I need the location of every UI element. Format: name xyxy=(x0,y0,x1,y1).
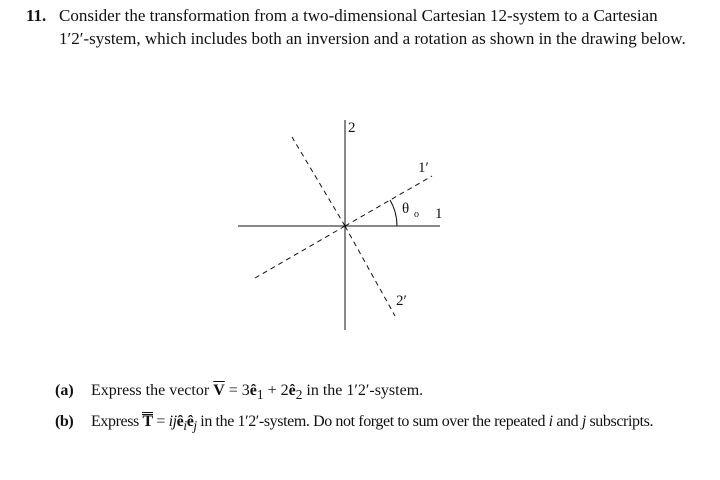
part-b-post2: subscripts. xyxy=(585,413,654,431)
subscript-j: j xyxy=(193,418,197,434)
index-j: j xyxy=(581,413,586,431)
part-a-eq: = 3 xyxy=(224,382,250,399)
part-b-eq: = xyxy=(152,413,169,431)
subscript-i: i xyxy=(183,418,187,434)
unit-vector-ei: ê xyxy=(176,413,184,431)
part-b-pre: Express xyxy=(91,413,143,431)
axis-2p-line xyxy=(345,226,395,316)
axis-1p-label: 1′ xyxy=(418,160,429,176)
problem-parts xyxy=(55,380,675,442)
unit-vector-ej: ê xyxy=(186,413,194,431)
coeff-ij: ij xyxy=(168,413,177,431)
axis-2p-back-line xyxy=(292,137,345,226)
part-b-and: and xyxy=(552,413,582,431)
part-a-plus: + 2 xyxy=(263,382,289,399)
angle-subscript: o xyxy=(414,209,419,220)
subscript-2: 2 xyxy=(295,387,303,403)
part-b-label: (b) xyxy=(55,413,74,431)
part-a-pre: Express the vector xyxy=(91,382,214,399)
angle-arc xyxy=(390,200,397,226)
unit-vector-e2: ê xyxy=(288,382,296,399)
part-b-post1: in the 1′2′-system. Do not forget to sum over the repeated xyxy=(196,413,549,431)
axis-1p-back-line xyxy=(255,226,345,278)
part-b xyxy=(55,411,675,436)
axis-2-label: 2 xyxy=(348,120,356,136)
vector-v: $\overline{V}$ xyxy=(213,382,225,399)
part-a xyxy=(55,380,675,405)
angle-label: θ xyxy=(402,201,410,217)
tensor-t: T xyxy=(142,413,153,431)
subscript-1: 1 xyxy=(256,387,264,403)
axis-2p-label: 2′ xyxy=(396,293,407,309)
unit-vector-e1: ê xyxy=(249,382,257,399)
axis-1-label: 1 xyxy=(435,206,443,222)
part-a-label: (a) xyxy=(55,382,74,399)
part-a-post: in the 1′2′-system. xyxy=(302,382,424,399)
problem-text: Consider the transformation from a two-dimensional Cartesian 12-system to a Cartesian 1′2′-system, which includes both an inversion and a rotation as shown in the drawing below. xyxy=(59,6,686,48)
index-i: i xyxy=(548,413,553,431)
problem-number: 11. xyxy=(26,6,47,25)
